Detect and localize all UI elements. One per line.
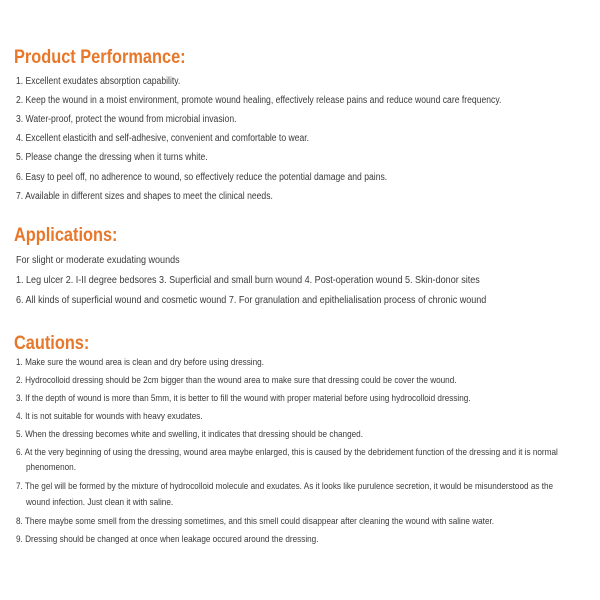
performance-item: 7. Available in different sizes and shapes to meet the clinical needs. [16,191,273,202]
performance-item: 1. Excellent exudates absorption capability. [16,76,181,87]
product-performance-heading: Product Performance: [14,47,186,68]
caution-item: 6. At the very beginning of using the dressing, wound area maybe enlarged, this is caused by the debridement function of the dressing and it is normal [16,447,558,458]
caution-item: 8. There maybe some smell from the dressing sometimes, and this smell could disappear after cleaning the wound with saline water. [16,516,495,527]
caution-item: 2. Hydrocolloid dressing should be 2cm bigger than the wound area to make sure that dressing could be cover the wound. [16,375,457,386]
applications-heading: Applications: [14,225,118,246]
caution-item-continuation: wound infection. Just clean it with saline. [26,497,174,508]
applications-line: 6. All kinds of superficial wound and cosmetic wound 7. For granulation and epithelialisation process of chronic wound [16,294,487,306]
caution-item: 4. It is not suitable for wounds with heavy exudates. [16,411,203,422]
performance-item: 2. Keep the wound in a moist environment, promote wound healing, effectively release pains and reduce wound care frequency. [16,95,502,106]
performance-item: 4. Excellent elasticith and self-adhesive, convenient and comfortable to wear. [16,133,310,144]
applications-intro: For slight or moderate exudating wounds [16,254,180,266]
performance-item: 5. Please change the dressing when it turns white. [16,152,208,163]
caution-item: 7. The gel will be formed by the mixture of hydrocolloid molecule and exudates. As it looks like purulence secretion, it would be misunderstood as the [16,481,554,492]
caution-item-continuation: phenomenon. [26,462,76,473]
performance-item: 3. Water-proof, protect the wound from microbial invasion. [16,114,237,125]
caution-item: 9. Dressing should be changed at once when leakage occured around the dressing. [16,534,319,545]
caution-item: 3. If the depth of wound is more than 5mm, it is better to fill the wound with proper material before using hydrocolloid dressing. [16,393,471,404]
caution-item: 1. Make sure the wound area is clean and dry before using dressing. [16,357,264,368]
caution-item: 5. When the dressing becomes white and swelling, it indicates that dressing should be changed. [16,429,363,440]
cautions-heading: Cautions: [14,333,90,354]
applications-line: 1. Leg ulcer 2. I-II degree bedsores 3. Superficial and small burn wound 4. Post-operation wound 5. Skin-donor sites [16,274,480,286]
performance-item: 6. Easy to peel off, no adherence to wound, so effectively reduce the potential damage and pains. [16,172,388,183]
